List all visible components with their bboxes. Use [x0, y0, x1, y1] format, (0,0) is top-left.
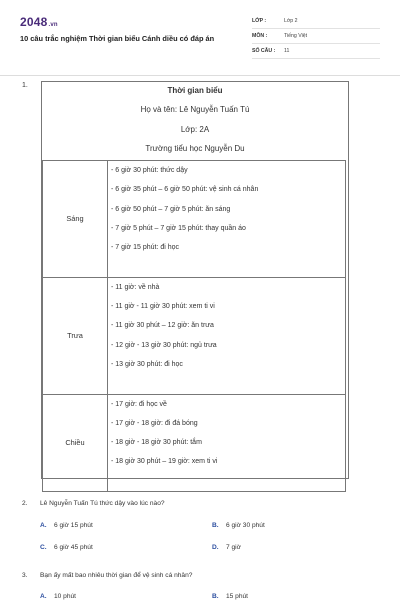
list-item: - 7 giờ 15 phút: đi học — [111, 244, 180, 252]
meta-count-label: SỐ CÂU : — [252, 48, 276, 54]
meta-count-row — [252, 44, 380, 59]
timetable-table — [42, 160, 346, 492]
logo-suffix: .vn — [48, 22, 58, 28]
list-item — [108, 472, 345, 491]
page-title: 10 câu trắc nghiệm Thời gian biểu Cánh diều có đáp án — [20, 34, 215, 43]
q3-option-a[interactable] — [40, 593, 76, 600]
option-text: 10 phút — [54, 593, 76, 600]
list-item — [108, 374, 345, 393]
list-item: - 13 giờ 30 phút: đi học — [111, 360, 183, 368]
site-logo[interactable] — [20, 15, 58, 29]
option-text: 6 giờ 30 phút — [226, 522, 265, 529]
timetable-title: Thời gian biểu — [167, 86, 223, 95]
timetable-class: Lớp: 2A — [180, 125, 210, 134]
list-item: - 6 giờ 50 phút – 7 giờ 5 phút: ăn sáng — [111, 205, 231, 213]
option-text: 7 giờ — [226, 544, 241, 551]
period-morning: Sáng — [43, 161, 108, 278]
option-text: 6 giờ 45 phút — [54, 544, 93, 551]
list-item: - 17 giờ: đi học về — [111, 400, 167, 408]
meta-class-value: Lớp 2 — [284, 18, 298, 24]
option-letter: A. — [40, 522, 47, 529]
table-row — [43, 161, 346, 278]
meta-subject-row — [252, 29, 380, 44]
logo-text: 2048 — [20, 15, 48, 29]
q2-option-d[interactable] — [212, 544, 241, 551]
q3-option-b[interactable] — [212, 593, 248, 600]
list-item: - 18 giờ - 18 giờ 30 phút: tắm — [111, 439, 202, 447]
table-row — [43, 277, 346, 394]
question-3 — [22, 572, 192, 579]
option-letter: C. — [40, 544, 47, 551]
question-2-number: 2. — [22, 500, 28, 507]
q2-option-c[interactable] — [40, 544, 93, 551]
list-item: - 7 giờ 5 phút – 7 giờ 15 phút: thay quần áo — [111, 224, 246, 232]
question-2 — [22, 500, 165, 507]
list-item: - 11 giờ 30 phút – 12 giờ: ăn trưa — [111, 322, 214, 330]
list-item: - 12 giờ - 13 giờ 30 phút: ngủ trưa — [111, 341, 217, 349]
meta-class-label: LỚP : — [252, 18, 267, 24]
question-3-number: 3. — [22, 572, 28, 579]
page-header — [0, 0, 400, 76]
list-item: - 18 giờ 30 phút – 19 giờ: xem ti vi — [111, 458, 218, 466]
option-text: 6 giờ 15 phút — [54, 522, 93, 529]
option-letter: B. — [212, 593, 219, 600]
list-item: - 6 giờ 35 phút – 6 giờ 50 phút: vệ sinh cá nhân — [111, 186, 259, 194]
period-morning-items — [108, 161, 346, 278]
option-letter: A. — [40, 593, 47, 600]
option-letter: B. — [212, 522, 219, 529]
table-row — [43, 394, 346, 491]
question-2-text: Lê Nguyễn Tuấn Tú thức dậy vào lúc nào? — [40, 500, 165, 507]
timetable-student-name: Họ và tên: Lê Nguyễn Tuấn Tú — [140, 105, 250, 114]
question-3-text: Bạn ấy mất bao nhiêu thời gian để vệ sinh cá nhân? — [40, 572, 193, 579]
meta-subject-value: Tiếng Việt — [284, 33, 308, 39]
period-afternoon: Chiều — [43, 394, 108, 491]
option-text: 15 phút — [226, 593, 248, 600]
question-1-number: 1. — [22, 82, 28, 89]
list-item — [108, 257, 345, 276]
meta-class-row — [252, 14, 380, 29]
list-item: - 11 giờ - 11 giờ 30 phút: xem ti vi — [111, 303, 215, 311]
list-item: - 17 giờ - 18 giờ: đi đá bóng — [111, 419, 198, 427]
option-letter: D. — [212, 544, 219, 551]
meta-count-value: 11 — [284, 48, 290, 54]
period-afternoon-items — [108, 394, 346, 491]
timetable-school: Trường tiểu học Nguyễn Du — [145, 144, 245, 153]
list-item: - 11 giờ: về nhà — [111, 283, 160, 291]
q2-option-a[interactable] — [40, 522, 93, 529]
period-noon: Trưa — [43, 277, 108, 394]
period-noon-items — [108, 277, 346, 394]
meta-subject-label: MÔN : — [252, 33, 268, 39]
q2-option-b[interactable] — [212, 522, 265, 529]
list-item: - 6 giờ 30 phút: thức dậy — [111, 167, 188, 174]
